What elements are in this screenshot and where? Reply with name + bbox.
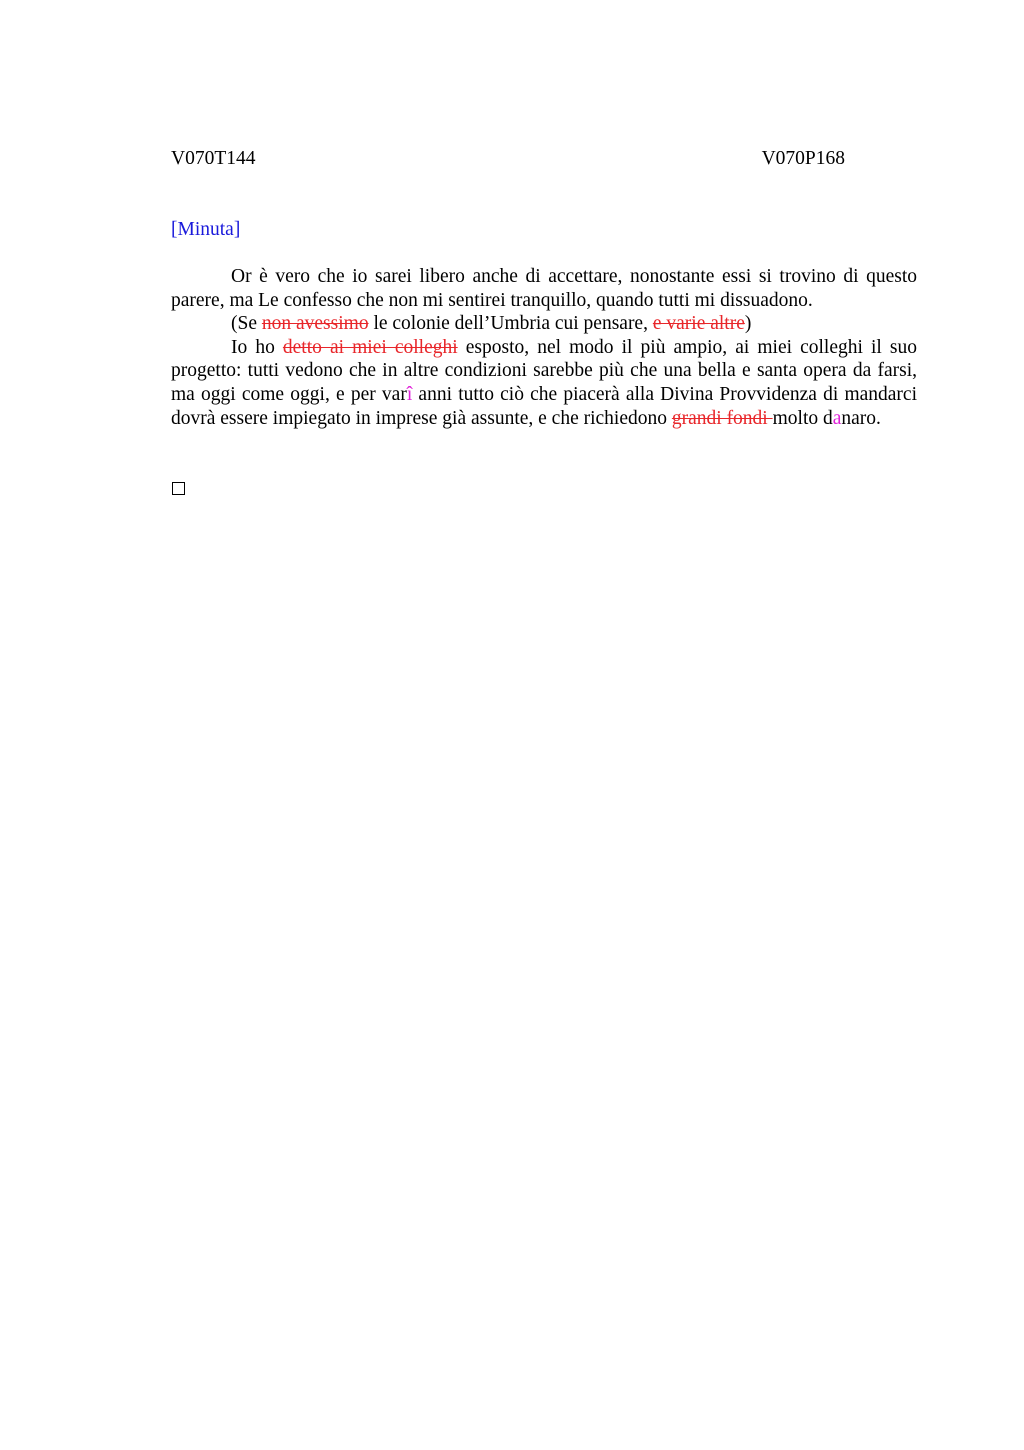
paragraph-2 xyxy=(171,312,917,336)
paragraph-1 xyxy=(171,265,917,312)
paragraph-2-open: (Se xyxy=(231,313,262,335)
document-code-left: V070T144 xyxy=(171,148,256,169)
deleted-text: non avessimo xyxy=(261,313,369,335)
paragraph-2-close: ) xyxy=(744,313,752,335)
paragraph-3-end-1: molto d xyxy=(772,407,833,429)
paragraph-3 xyxy=(171,336,917,430)
paragraph-3-after-mark: anni tutto ciò che piacerà alla Divina Provvidenza di mandarci dovrà essere impiegato in imprese già assunte, e che richiedono xyxy=(171,383,917,429)
letter-body xyxy=(171,265,917,430)
correction-mark: î xyxy=(406,383,413,405)
header-row xyxy=(171,146,845,172)
paragraph-3-middle: esposto, nel modo il più ampio, ai miei colleghi il suo progetto: tutti vedono che in altre condizioni sarebbe più che una bella e santa opera da farsi, ma oggi come oggi, e per var xyxy=(171,336,917,405)
paragraph-3-end-2: naro. xyxy=(841,407,881,429)
deleted-text: grandi fondi xyxy=(671,407,773,429)
document-code-right: V070P168 xyxy=(761,148,845,169)
paragraph-1-text: Or è vero che io sarei libero anche di accettare, nonostante essi si trovino di questo parere, ma Le confesso che non mi sentirei tranquillo, quando tutti mi dissuadono. xyxy=(171,266,917,311)
paragraph-3-start: Io ho xyxy=(231,336,283,358)
minuta-label: [Minuta] xyxy=(171,219,241,240)
paragraph-2-mid: le colonie dell’Umbria cui pensare, xyxy=(368,313,653,335)
deleted-text: detto ai miei colleghi xyxy=(282,336,458,358)
end-marker-box xyxy=(172,482,185,495)
deleted-text: e varie altre xyxy=(652,313,745,335)
correction-mark: a xyxy=(832,407,842,429)
